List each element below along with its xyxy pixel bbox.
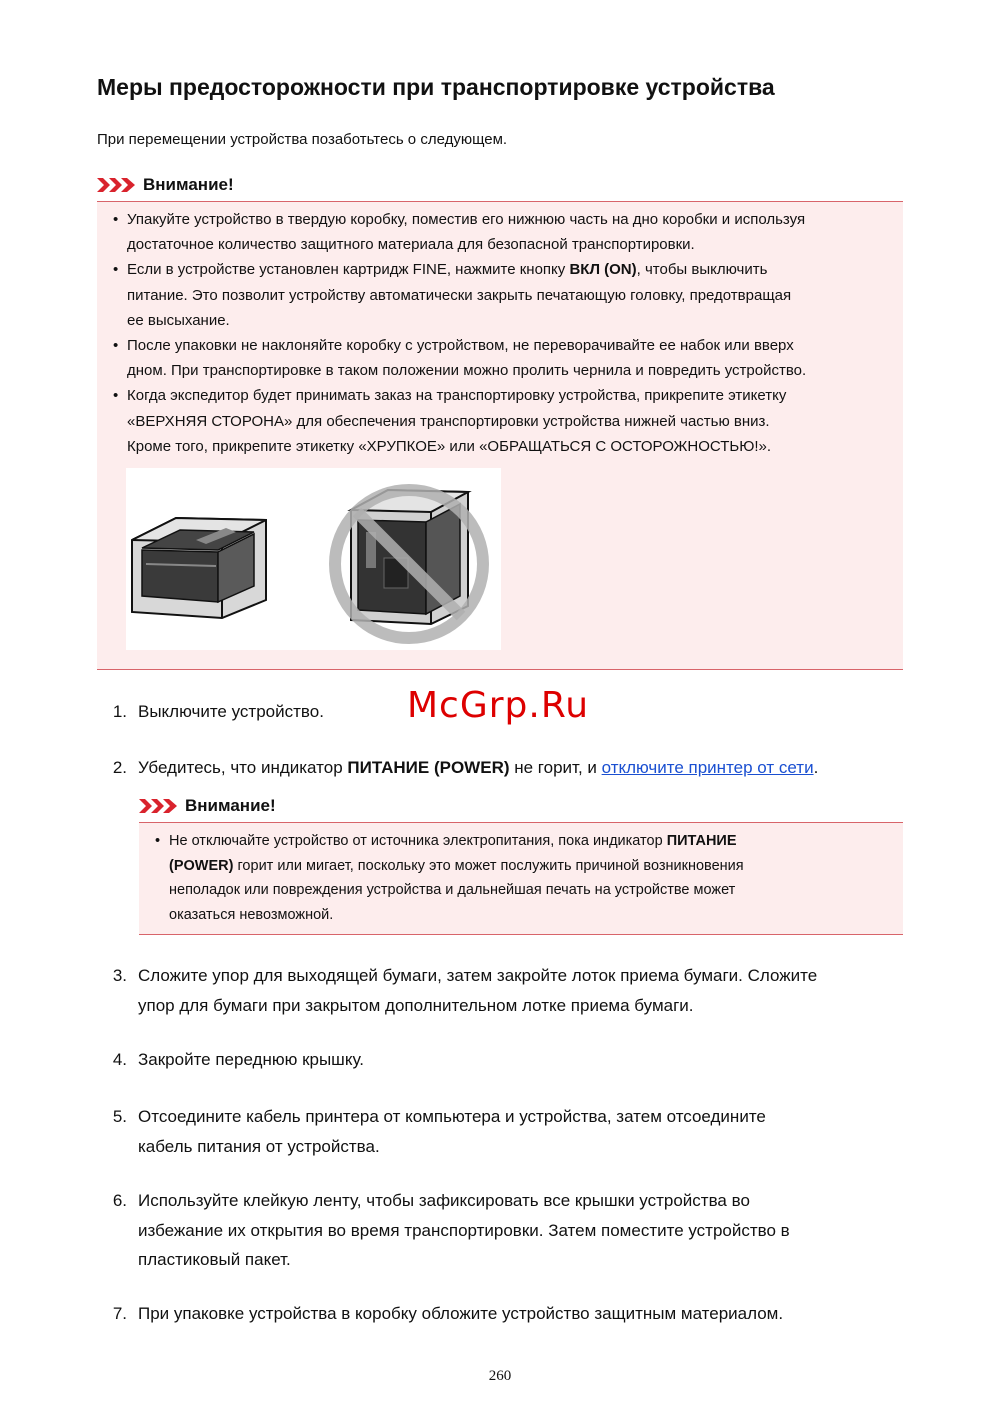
caution-item bbox=[97, 257, 903, 333]
caution-line: дном. При транспортировке в таком положении можно пролить чернила и повредить устройство. bbox=[127, 362, 807, 380]
caution-line: • Упакуйте устройство в твердую коробку, поместив его нижнюю часть на дно коробки и используя bbox=[127, 211, 806, 228]
step-text: При упаковке устройства в коробку обложите устройство защитным материалом. bbox=[138, 1304, 784, 1323]
caution-heading bbox=[139, 796, 276, 816]
step-5 bbox=[97, 1102, 903, 1162]
page-title: Меры предосторожности при транспортировке устройства bbox=[97, 74, 775, 100]
step-number: 7. bbox=[112, 1304, 127, 1323]
step-3 bbox=[97, 961, 903, 1021]
step-6 bbox=[97, 1186, 903, 1276]
step-number: 6. bbox=[112, 1191, 127, 1210]
caution-item bbox=[97, 207, 903, 257]
step-text: Закройте переднюю крышку. bbox=[138, 1050, 364, 1069]
step-number: 5. bbox=[112, 1107, 127, 1126]
caution-heading-label: Внимание! bbox=[185, 796, 276, 815]
caution-item bbox=[97, 383, 903, 459]
caution-list bbox=[97, 207, 903, 459]
step-text: Убедитесь, что индикатор ПИТАНИЕ (POWER) не горит, и отключите принтер от сети. bbox=[138, 758, 819, 777]
caution-item bbox=[139, 829, 903, 927]
caution-item bbox=[97, 333, 903, 383]
step-number: 3. bbox=[112, 966, 127, 985]
caution-line: неполадок или повреждения устройства и дальнейшая печать на устройстве может bbox=[169, 882, 736, 898]
step-4 bbox=[97, 1045, 903, 1075]
caution-line: • Когда экспедитор будет принимать заказ на транспортировку устройства, прикрепите этикетку bbox=[127, 387, 787, 405]
unplug-printer-link[interactable]: отключите принтер от сети bbox=[601, 758, 814, 777]
caution-box bbox=[97, 201, 903, 670]
step-number: 1. bbox=[112, 702, 127, 721]
caution-heading-label: Внимание! bbox=[143, 175, 234, 194]
caution-line: • Не отключайте устройство от источника электропитания, пока индикатор ПИТАНИЕ bbox=[169, 833, 737, 849]
step-2 bbox=[97, 753, 903, 783]
caution-box-power bbox=[139, 822, 903, 935]
caution-line: достаточное количество защитного материала для безопасной транспортировки. bbox=[127, 236, 695, 254]
step-text: Используйте клейкую ленту, чтобы зафиксировать все крышки устройства во избежание их открытия во время транспортировки. Затем поместите устройство в пластиковый пакет. bbox=[138, 1191, 790, 1269]
caution-heading bbox=[97, 175, 234, 195]
caution-line: питание. Это позволит устройству автоматически закрыть печатающую головку, предотвращая bbox=[127, 286, 792, 304]
step-7 bbox=[97, 1299, 903, 1329]
caution-line: оказаться невозможной. bbox=[169, 906, 334, 923]
step-number: 4. bbox=[112, 1050, 127, 1069]
step-text: Отсоедините кабель принтера от компьютера и устройства, затем отсоедините кабель питания от устройства. bbox=[138, 1107, 766, 1156]
triple-chevron-icon bbox=[97, 176, 137, 194]
caution-list bbox=[139, 829, 903, 927]
caution-line: • После упаковки не наклоняйте коробку с устройством, не переворачивайте ее набок или вверх bbox=[127, 337, 794, 355]
caution-line: • Если в устройстве установлен картридж FINE, нажмите кнопку ВКЛ (ON), чтобы выключить bbox=[127, 261, 768, 279]
packing-illustration bbox=[126, 468, 501, 650]
step-number: 2. bbox=[112, 758, 127, 777]
watermark: McGrp.Ru bbox=[407, 685, 590, 726]
triple-chevron-icon bbox=[139, 797, 179, 815]
intro-text: При перемещении устройства позаботьтесь о следующем. bbox=[97, 131, 508, 148]
caution-line: ее высыхание. bbox=[127, 311, 230, 329]
step-text: Выключите устройство. bbox=[138, 702, 324, 721]
correct-orientation-box bbox=[132, 518, 266, 618]
page-number: 260 bbox=[488, 1368, 512, 1384]
caution-line: Кроме того, прикрепите этикетку «ХРУПКОЕ» или «ОБРАЩАТЬСЯ С ОСТОРОЖНОСТЬЮ!». bbox=[127, 437, 772, 455]
caution-line: «ВЕРХНЯЯ СТОРОНА» для обеспечения транспортировки устройства нижней частью вниз. bbox=[127, 412, 770, 430]
step-text: Сложите упор для выходящей бумаги, затем закройте лоток приема бумаги. Сложите упор для бумаги при закрытом дополнительном лотке приема бумаги. bbox=[138, 966, 818, 1015]
caution-line: (POWER) горит или мигает, поскольку это может послужить причиной возникновения bbox=[169, 857, 744, 874]
wrong-orientation-box bbox=[335, 490, 483, 638]
